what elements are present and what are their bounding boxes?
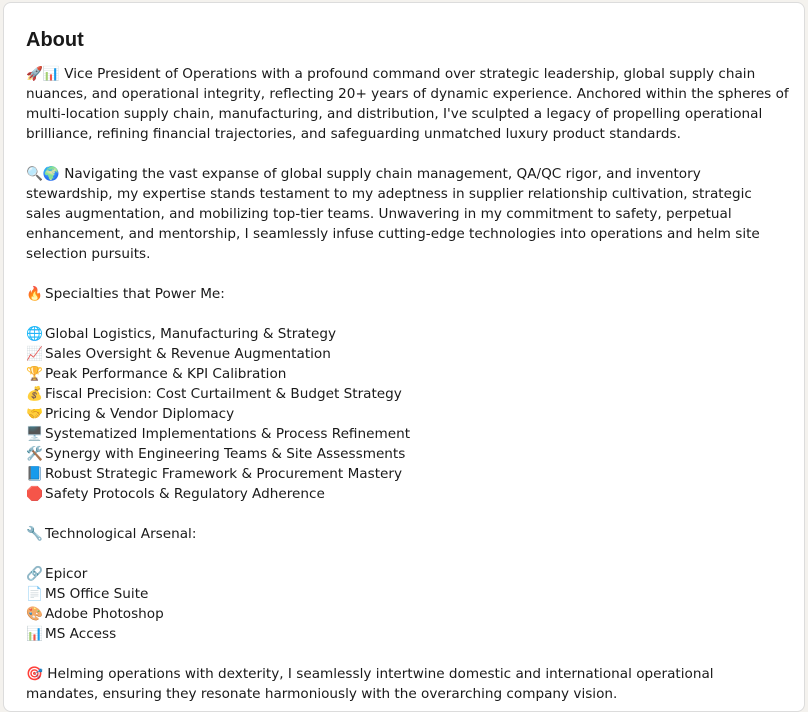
closing-paragraph <box>26 664 790 704</box>
list-item-label: Adobe Photoshop <box>45 606 164 622</box>
about-text <box>26 64 790 704</box>
list-item-label: MS Access <box>45 626 117 642</box>
handshake-icon: 🤝 <box>26 406 43 422</box>
list-item <box>26 404 790 424</box>
intro-text: Vice President of Operations with a profound command over strategic leadership, global supply chain nuances, and operational integrity, reflecting 20+ years of dynamic experience. Anchored within the spheres of multi-location supply chain, manufacturing, and distribution, I've sculpted a legacy of propelling operational brilliance, refining financial trajectories, and safeguarding unmatched luxury product standards. <box>26 66 789 142</box>
navigating-text: Navigating the vast expanse of global supply chain management, QA/QC rigor, and inventory stewardship, my expertise stands testament to my adeptness in supplier relationship cultivation, strategic sales augmentation, and mobilizing top-tier teams. Unwavering in my commitment to safety, perpetual enhancement, and mentorship, I seamlessly infuse cutting-edge technologies into operations and helm site selection pursuits. <box>26 166 760 262</box>
list-item <box>26 344 790 364</box>
list-item <box>26 324 790 344</box>
navigating-paragraph <box>26 164 790 264</box>
list-item-label: Fiscal Precision: Cost Curtailment & Budget Strategy <box>45 386 402 402</box>
list-item <box>26 464 790 484</box>
tech-heading <box>26 524 790 544</box>
money-bag-icon: 💰 <box>26 386 43 402</box>
list-item-label: Safety Protocols & Regulatory Adherence <box>45 486 325 502</box>
list-item-label: Systematized Implementations & Process Refinement <box>45 426 411 442</box>
magnifier-globe-icon: 🔍🌍 <box>26 166 60 182</box>
tech-heading-label: Technological Arsenal: <box>45 526 197 542</box>
link-icon: 🔗 <box>26 566 43 582</box>
blue-book-icon: 📘 <box>26 466 43 482</box>
document-icon: 📄 <box>26 586 43 602</box>
list-item-label: MS Office Suite <box>45 586 149 602</box>
list-item <box>26 384 790 404</box>
globe-icon: 🌐 <box>26 326 43 342</box>
wrench-icon: 🔧 <box>26 526 43 542</box>
list-item-label: Peak Performance & KPI Calibration <box>45 366 287 382</box>
desktop-computer-icon: 🖥️ <box>26 426 43 442</box>
specialties-heading <box>26 284 790 304</box>
specialties-list <box>26 324 790 504</box>
chart-increasing-icon: 📈 <box>26 346 43 362</box>
specialties-heading-label: Specialties that Power Me: <box>45 286 225 302</box>
bar-chart-icon: 📊 <box>26 626 43 642</box>
list-item-label: Epicor <box>45 566 88 582</box>
list-item <box>26 364 790 384</box>
list-item-label: Pricing & Vendor Diplomacy <box>45 406 235 422</box>
about-card <box>3 2 805 712</box>
list-item <box>26 424 790 444</box>
tools-icon: 🛠️ <box>26 446 43 462</box>
list-item-label: Robust Strategic Framework & Procurement Mastery <box>45 466 403 482</box>
closing-text: Helming operations with dexterity, I seamlessly intertwine domestic and international operational mandates, ensuring they resonate harmoniously with the overarching company vision. <box>26 666 714 702</box>
list-item-label: Synergy with Engineering Teams & Site Assessments <box>45 446 406 462</box>
section-title: About <box>26 29 84 51</box>
palette-icon: 🎨 <box>26 606 43 622</box>
list-item-label: Sales Oversight & Revenue Augmentation <box>45 346 331 362</box>
target-icon: 🎯 <box>26 666 43 682</box>
list-item <box>26 624 790 644</box>
list-item <box>26 484 790 504</box>
list-item-label: Global Logistics, Manufacturing & Strategy <box>45 326 337 342</box>
fire-icon: 🔥 <box>26 286 43 302</box>
rocket-chart-icon: 🚀📊 <box>26 66 60 82</box>
trophy-icon: 🏆 <box>26 366 43 382</box>
list-item <box>26 604 790 624</box>
tech-list <box>26 564 790 644</box>
list-item <box>26 584 790 604</box>
list-item <box>26 444 790 464</box>
intro-paragraph <box>26 64 790 144</box>
stop-sign-icon: 🛑 <box>26 486 43 502</box>
list-item <box>26 564 790 584</box>
